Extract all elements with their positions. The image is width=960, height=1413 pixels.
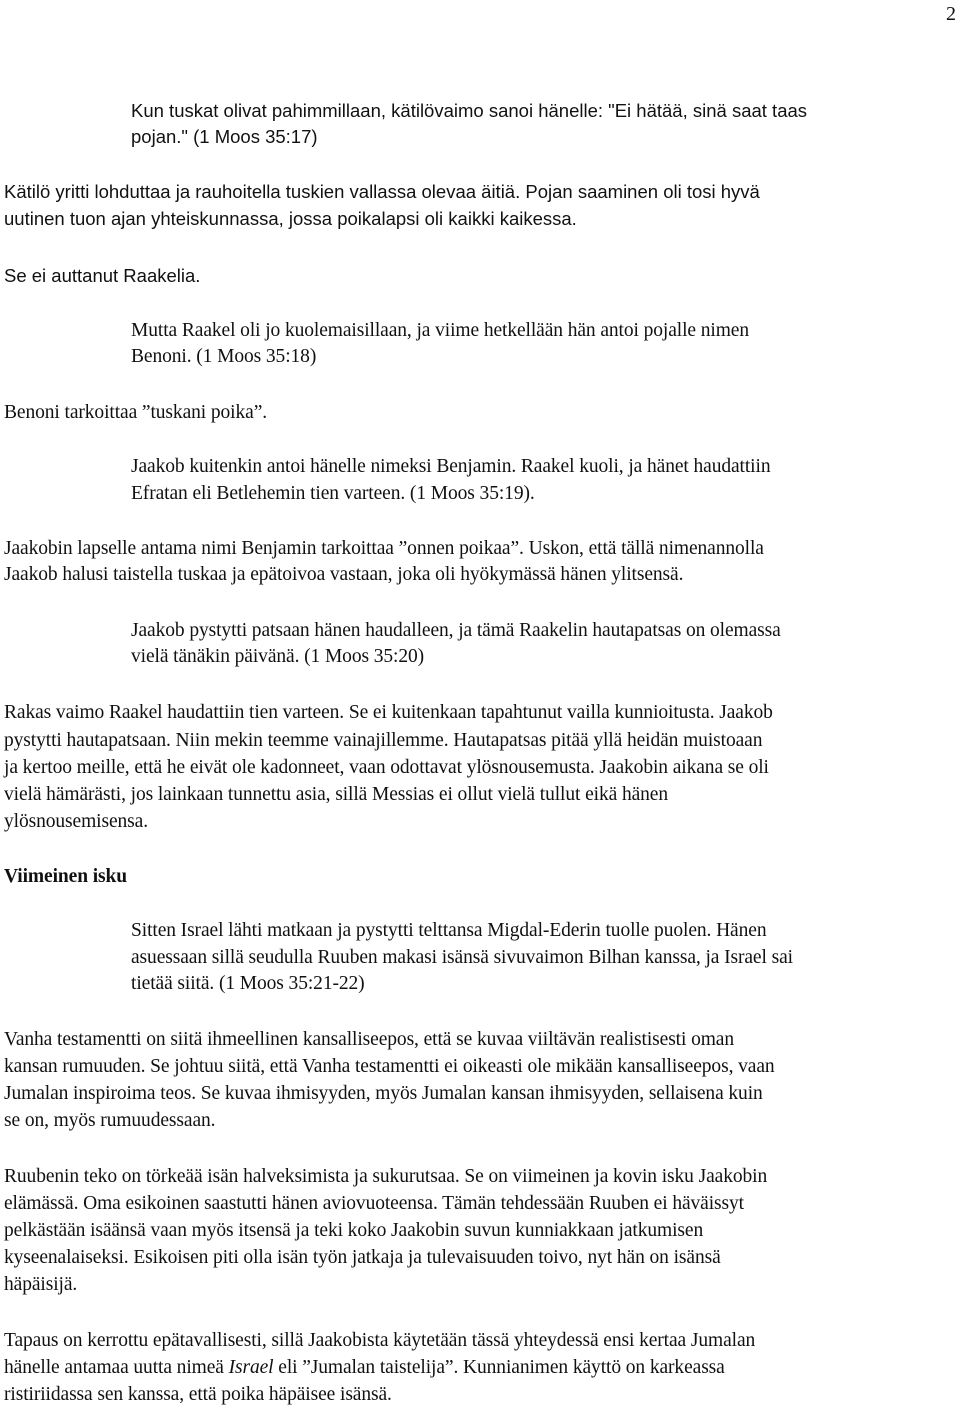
page-number: 2 — [946, 3, 956, 25]
text-line: Mutta Raakel oli jo kuolemaisillaan, ja viime hetkellään hän antoi pojalle nimen — [131, 320, 749, 341]
text-line: elämässä. Oma esikoinen saastutti hänen aviovuoteensa. Tämän tehdessään Ruuben ei häväissyt — [4, 1193, 744, 1214]
section-heading: Viimeinen isku — [4, 866, 128, 887]
text-line: Benoni. (1 Moos 35:18) — [131, 346, 317, 367]
text-line: Tapaus on kerrottu epätavallisesti, sillä Jaakobista käytetään tässä yhteydessä ensi kertaa Jumalan — [4, 1330, 756, 1351]
text-line: tietää siitä. (1 Moos 35:21-22) — [131, 973, 365, 994]
text-line: Efratan eli Betlehemin tien varteen. (1 Moos 35:19). — [131, 483, 535, 504]
italic-term: Israel — [228, 1357, 274, 1378]
text-line: ristiriidassa sen kanssa, että poika häpäisee isänsä. — [4, 1384, 392, 1405]
text-line: Jaakob kuitenkin antoi hänelle nimeksi Benjamin. Raakel kuoli, ja hänet haudattiin — [131, 456, 771, 477]
text-line: Jaakob halusi taistella tuskaa ja epätoivoa vastaan, joka oli hyökymässä hänen ylitsensä. — [4, 564, 684, 585]
text-line: kansan rumuuden. Se johtuu siitä, että Vanha testamentti ei oikeasti ole mikään kansalliseepos, vaan — [4, 1056, 775, 1077]
text-line — [4, 1354, 725, 1382]
text-line: pelkästään isäänsä vaan myös itsensä ja teki koko Jaakobin suvun kunniakkaan jatkumisen — [4, 1220, 704, 1241]
text-line: uutinen tuon ajan yhteiskunnassa, jossa poikalapsi oli kaikki kaikessa. — [4, 208, 577, 229]
text-run: hänelle antamaa uutta nimeä — [4, 1357, 229, 1378]
text-line: Kätilö yritti lohduttaa ja rauhoitella tuskien vallassa olevaa äitiä. Pojan saaminen oli tosi hyvä — [4, 181, 760, 202]
text-line: Se ei auttanut Raakelia. — [4, 265, 201, 286]
text-line: Sitten Israel lähti matkaan ja pystytti telttansa Migdal-Ederin tuolle puolen. Hänen — [131, 920, 767, 941]
text-line: pystytti hautapatsaan. Niin mekin teemme vainajillemme. Hautapatsas pitää yllä heidän muistoaan — [4, 730, 763, 751]
text-line: kyseenalaiseksi. Esikoisen piti olla isän työn jatkaja ja tulevaisuuden toivo, nyt hän on isänsä — [4, 1247, 721, 1268]
text-line: Ruubenin teko on törkeää isän halveksimista ja sukurutsaa. Se on viimeinen ja kovin isku Jaakobin — [4, 1166, 768, 1187]
text-line: Kun tuskat olivat pahimmillaan, kätilövaimo sanoi hänelle: "Ei hätää, sinä saat taas — [131, 100, 808, 121]
text-line: pojan." (1 Moos 35:17) — [131, 126, 318, 147]
text-line: Jaakob pystytti patsaan hänen haudalleen, ja tämä Raakelin hautapatsas on olemassa — [131, 620, 781, 641]
text-line: Jumalan inspiroima teos. Se kuvaa ihmisyyden, myös Jumalan kansan ihmisyyden, sellaisena kuin — [4, 1083, 763, 1104]
text-line: Rakas vaimo Raakel haudattiin tien varteen. Se ei kuitenkaan tapahtunut vailla kunnioitusta. Jaakob — [4, 702, 773, 723]
text-line: vielä hämärästi, jos lainkaan tunnettu asia, sillä Messias ei ollut vielä tullut eikä hänen — [4, 784, 669, 805]
text-line: Vanha testamentti on siitä ihmeellinen kansalliseepos, että se kuvaa viiltävän realistisesti oman — [4, 1029, 735, 1050]
text-line: häpäisijä. — [4, 1274, 78, 1295]
text-line: se on, myös rumuudessaan. — [4, 1110, 216, 1131]
text-line: Benoni tarkoittaa ”tuskani poika”. — [4, 402, 268, 423]
text-line: vielä tänäkin päivänä. (1 Moos 35:20) — [131, 646, 425, 667]
text-line: asuessaan sillä seudulla Ruuben makasi isänsä sivuvaimon Bilhan kanssa, ja Israel sai — [131, 947, 793, 968]
text-line: ja kertoo meille, että he eivät ole kadonneet, vaan odottavat ylösnousemusta. Jaakobin aikana se oli — [4, 757, 769, 778]
text-run: eli ”Jumalan taistelija”. Kunnianimen käyttö on karkeassa — [273, 1357, 725, 1378]
text-line: ylösnousemisensa. — [4, 811, 148, 832]
text-line: Jaakobin lapselle antama nimi Benjamin tarkoittaa ”onnen poikaa”. Uskon, että tällä nimenannolla — [4, 538, 764, 559]
